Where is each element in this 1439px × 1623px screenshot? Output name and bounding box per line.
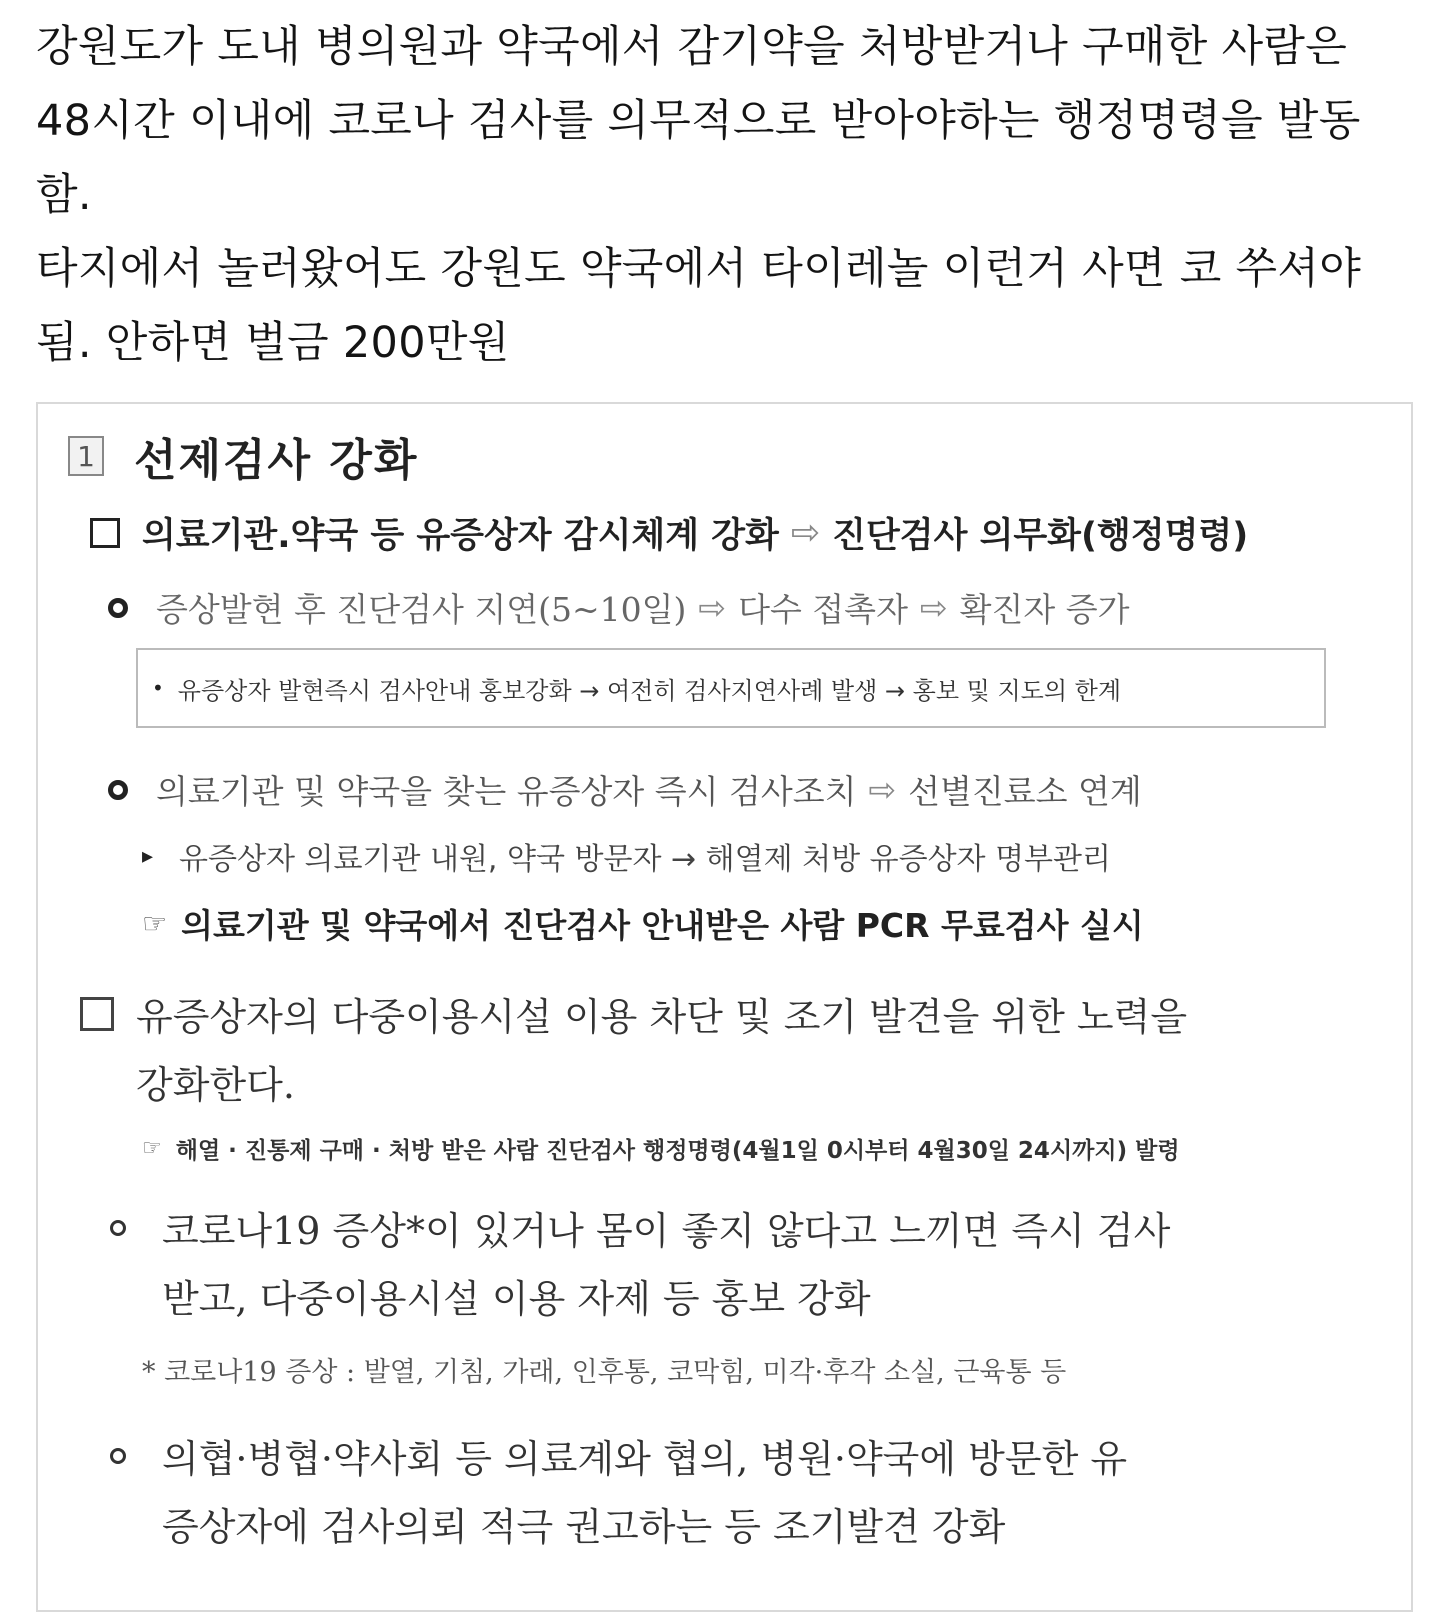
arrow-right-icon: ⇨ [790, 513, 821, 553]
item1 [90, 508, 1248, 558]
item2-sub2-line2: 증상자에 검사의뢰 적극 권고하는 등 조기발견 강화 [162, 1505, 1006, 1549]
item2-line2: 강화한다. [136, 1063, 295, 1107]
item1-sub1-b: 다수 접촉자 [738, 590, 908, 629]
circle-bullet-icon [108, 780, 128, 800]
arrow-right-icon: ⇨ [698, 588, 727, 627]
intro-line: 함. [36, 170, 92, 220]
item1-sub2 [108, 766, 1142, 813]
item2-sub1-cont [162, 1268, 871, 1323]
item2-footnote-text: * 코로나19 증상 : 발열, 기침, 가래, 인후통, 코막힘, 미각·후각 소실, 근육통 등 [142, 1357, 1067, 1388]
intro-line: 강원도가 도내 병의원과 약국에서 감기약을 처방받거나 구매한 사람은 [36, 22, 1348, 72]
item1-sub1 [108, 584, 1130, 631]
item2-line1: 유증상자의 다중이용시설 이용 차단 및 조기 발견을 위한 노력을 [136, 995, 1188, 1039]
item1-sub2-detail-text: 유증상자 의료기관 내원, 약국 방문자 → 해열제 처방 유증상자 명부관리 [179, 842, 1111, 877]
document-image [36, 402, 1413, 1612]
item2-sub1-line2: 받고, 다중이용시설 이용 자제 등 홍보 강화 [162, 1277, 871, 1321]
bullet-dot-icon: • [152, 676, 164, 700]
item2 [80, 986, 1187, 1041]
item1-sub1-a: 증상발현 후 진단검사 지연(5~10일) [156, 590, 687, 629]
arrow-right-icon: ⇨ [868, 770, 897, 809]
triangle-bullet-icon: ▸ [142, 843, 154, 869]
item1-sub2-emph-text: 의료기관 및 약국에서 진단검사 안내받은 사람 PCR 무료검사 실시 [181, 906, 1144, 945]
circle-bullet-icon [110, 1220, 126, 1236]
item1-sub1-c: 확진자 증가 [959, 590, 1130, 629]
item2-footnote [142, 1350, 1066, 1389]
item2-order [142, 1132, 1180, 1165]
item1-sub2-detail [142, 834, 1111, 878]
item2-sub1 [110, 1200, 1170, 1255]
item2-order-text: 해열 · 진통제 구매 · 처방 받은 사람 진단검사 행정명령(4월1일 0시부터 4월30일 24시까지) 발령 [175, 1138, 1180, 1164]
arrow-right-icon: ⇨ [919, 588, 948, 627]
item2-sub1-line1: 코로나19 증상*이 있거나 몸이 좋지 않다고 느끼면 즉시 검사 [162, 1209, 1171, 1253]
section-number-box: 1 [68, 436, 104, 476]
circle-bullet-icon [110, 1448, 126, 1464]
item2-cont [136, 1054, 295, 1109]
circle-bullet-icon [108, 598, 128, 618]
note-box [136, 648, 1326, 728]
item2-sub2 [110, 1428, 1127, 1483]
intro-line: 48시간 이내에 코로나 검사를 의무적으로 받아야하는 행정명령을 발동 [36, 96, 1361, 146]
pointing-hand-icon: ☞ [142, 907, 168, 940]
intro-line: 타지에서 놀러왔어도 강원도 약국에서 타이레놀 이런거 사면 코 쑤셔야 [36, 244, 1362, 294]
item1-sub2-emph [142, 900, 1144, 947]
item2-sub2-line1: 의협·병협·약사회 등 의료계와 협의, 병원·약국에 방문한 유 [162, 1437, 1128, 1481]
checkbox-square-icon [80, 997, 114, 1031]
pointing-hand-icon: ☞ [142, 1136, 162, 1161]
checkbox-square-icon [90, 518, 120, 548]
section-title: 선제검사 강화 [134, 435, 419, 486]
item1-sub2-b: 선별진료소 연계 [908, 772, 1142, 811]
note-text: 유증상자 발현즉시 검사안내 홍보강화 → 여전히 검사지연사례 발생 → 홍보 및 지도의 한계 [177, 676, 1122, 705]
item1-right: 진단검사 의무화(행정명령) [832, 516, 1249, 556]
section-heading [68, 424, 418, 488]
item1-sub2-a: 의료기관 및 약국을 찾는 유증상자 즉시 검사조치 [156, 772, 857, 811]
item1-left: 의료기관.약국 등 유증상자 감시체계 강화 [142, 516, 779, 556]
item2-sub2-cont [162, 1496, 1005, 1551]
intro-text [36, 10, 1416, 380]
intro-line: 됨. 안하면 벌금 200만원 [36, 318, 510, 368]
